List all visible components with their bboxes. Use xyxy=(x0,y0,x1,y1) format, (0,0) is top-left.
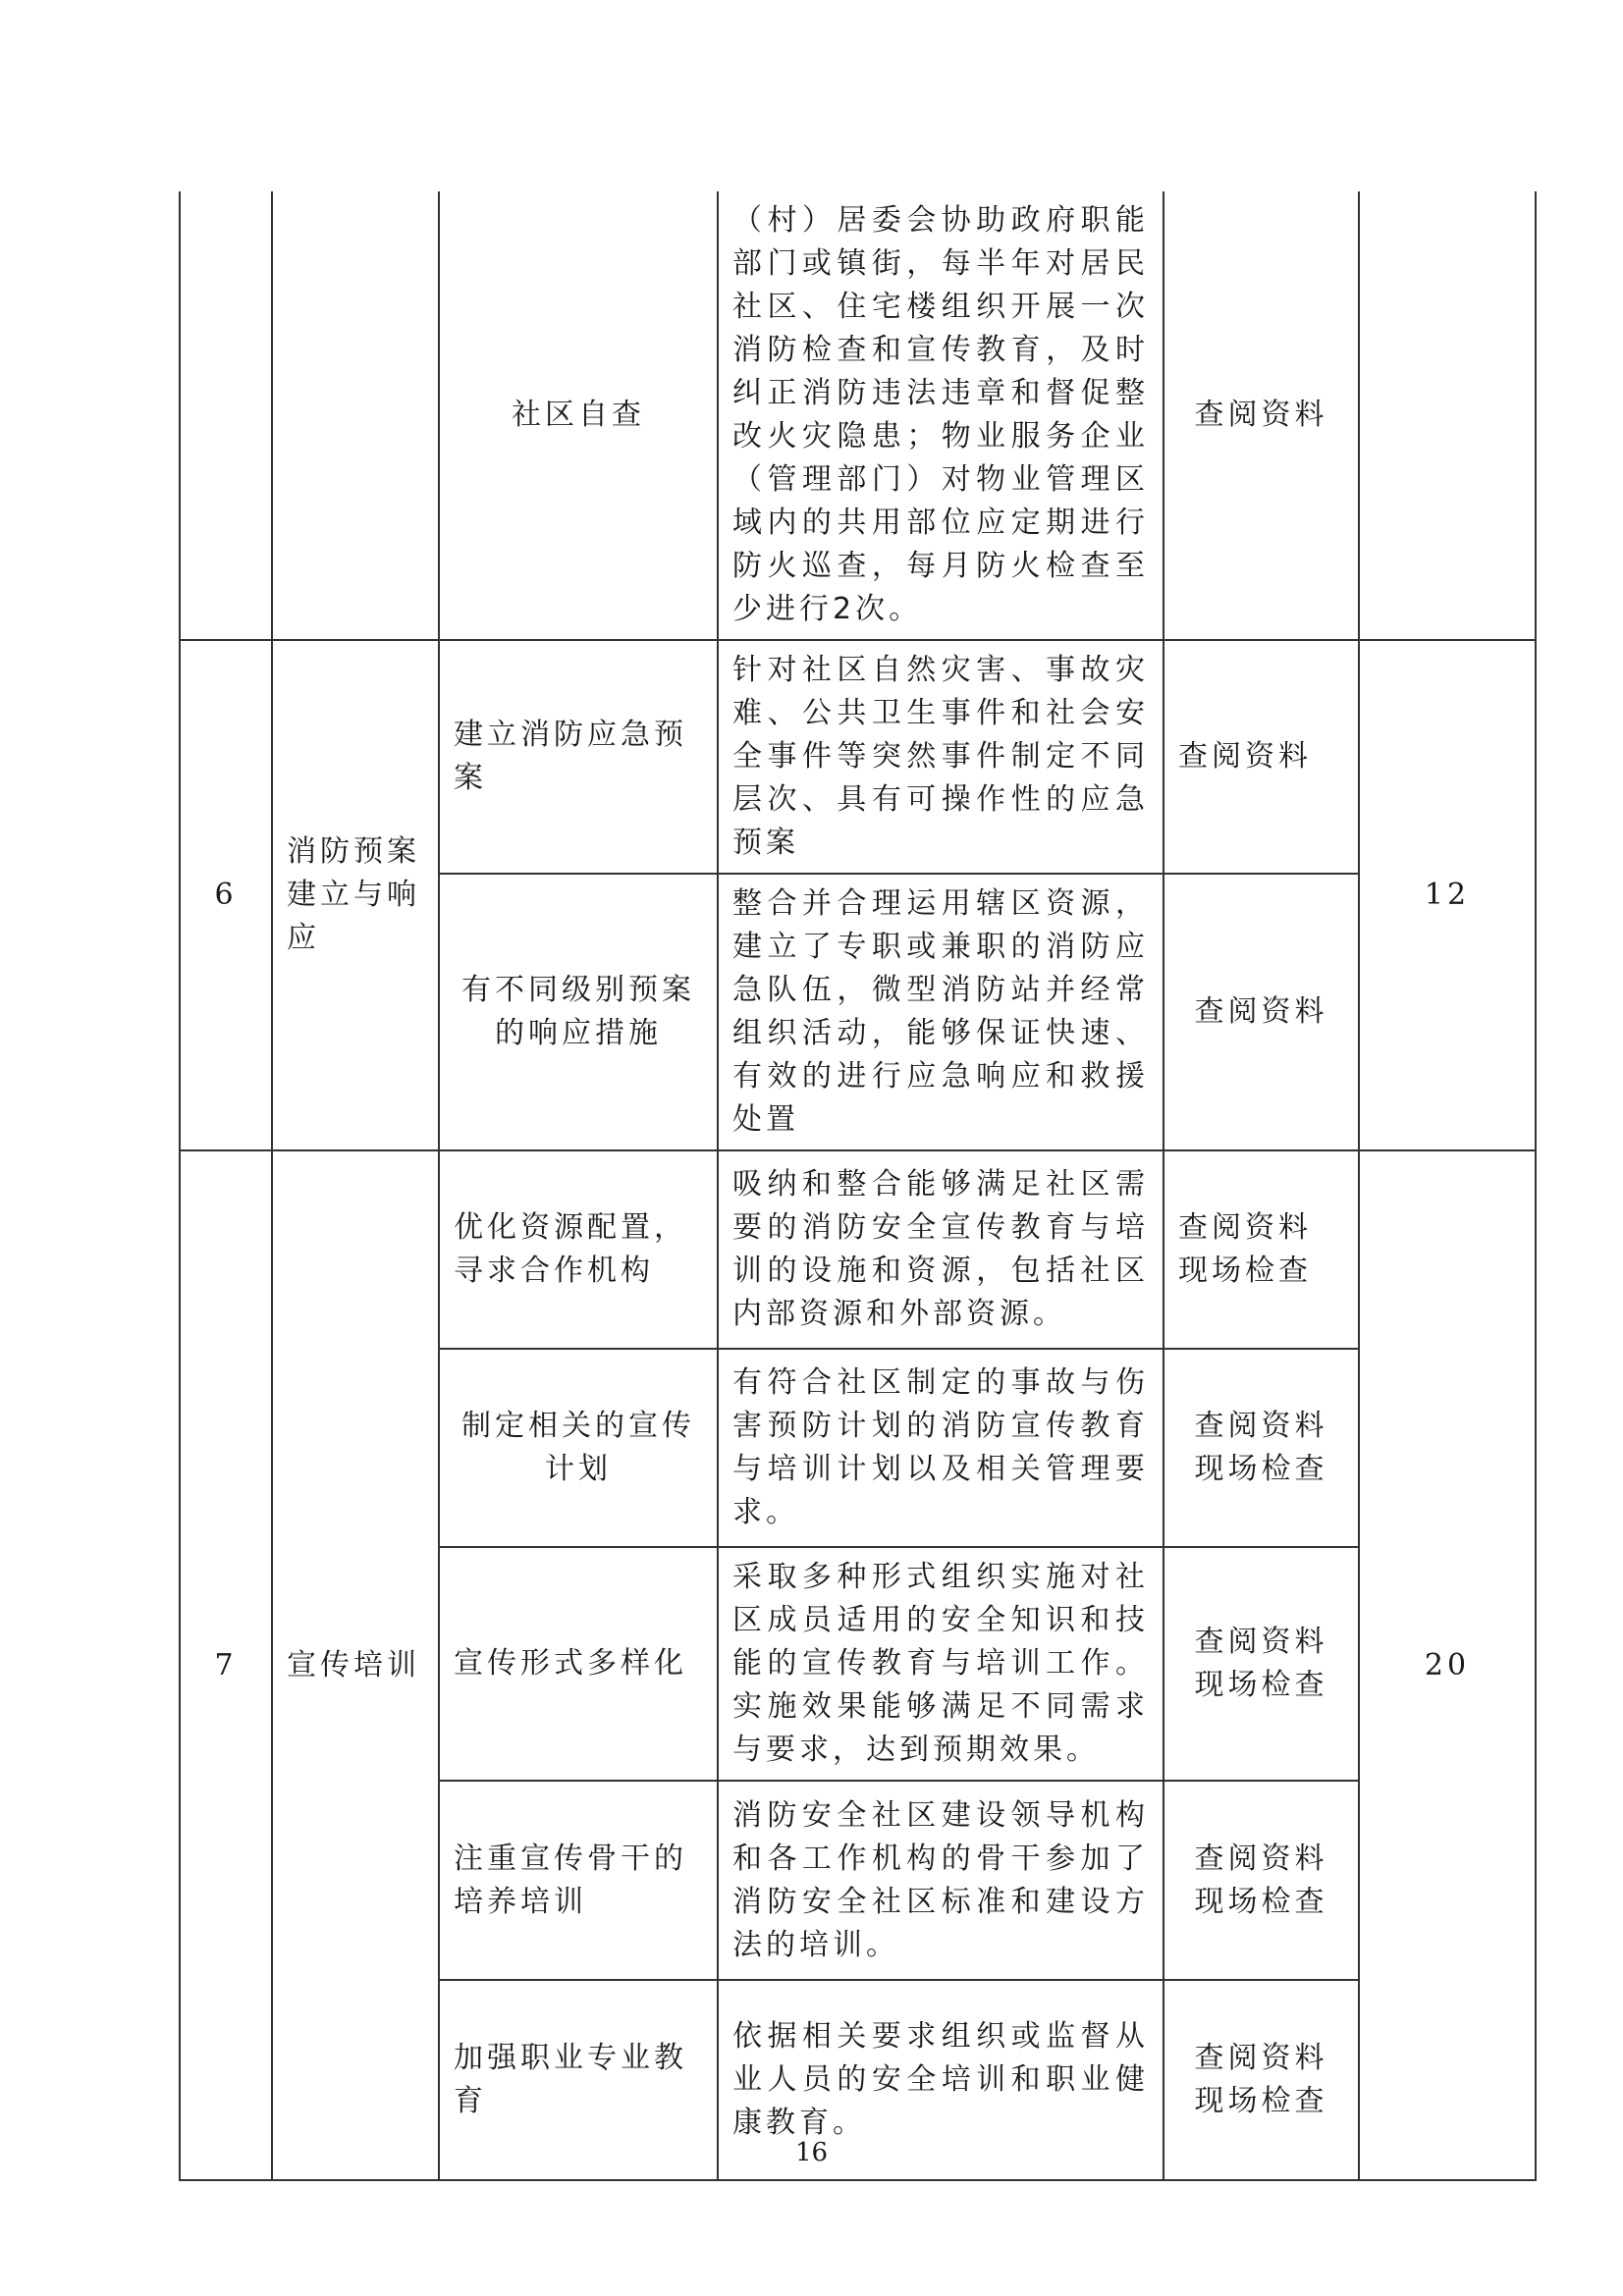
method-cell xyxy=(1163,1547,1359,1781)
method-cell: 查阅资料 xyxy=(1163,191,1359,640)
method-line: 查阅资料 xyxy=(1194,1409,1328,1443)
category-cell: 消防预案建立与响应 xyxy=(272,640,439,1150)
score-cell: 20 xyxy=(1359,1150,1536,2180)
table-row xyxy=(180,191,1536,640)
method-line: 现场检查 xyxy=(1194,2084,1328,2118)
no-cell xyxy=(180,191,272,640)
method-cell xyxy=(1163,1781,1359,1980)
no-cell: 7 xyxy=(180,1150,272,2180)
desc-cell: 吸纳和整合能够满足社区需要的消防安全宣传教育与培训的设施和资源，包括社区内部资源和外部资源。 xyxy=(718,1150,1163,1349)
desc-cell: （村）居委会协助政府职能部门或镇街，每半年对居民社区、住宅楼组织开展一次消防检查和宣传教育，及时纠正消防违法违章和督促整改火灾隐患；物业服务企业（管理部门）对物业管理区域内的共用部位应定期进行防火巡查，每月防火检查至少进行2次。 xyxy=(718,191,1163,640)
item-cell: 优化资源配置，寻求合作机构 xyxy=(439,1150,718,1349)
method-line: 查阅资料 xyxy=(1178,1210,1312,1245)
category-cell: 宣传培训 xyxy=(272,1150,439,2180)
item-cell: 有不同级别预案的响应措施 xyxy=(439,874,718,1150)
category-cell xyxy=(272,191,439,640)
item-cell: 建立消防应急预案 xyxy=(439,640,718,874)
method-line: 现场检查 xyxy=(1194,1668,1328,1702)
desc-cell: 采取多种形式组织实施对社区成员适用的安全知识和技能的宣传教育与培训工作。实施效果能够满足不同需求与要求，达到预期效果。 xyxy=(718,1547,1163,1781)
method-line: 现场检查 xyxy=(1178,1254,1312,1288)
method-cell xyxy=(1163,1150,1359,1349)
item-cell: 注重宣传骨干的培养培训 xyxy=(439,1781,718,1980)
score-cell: 12 xyxy=(1359,640,1536,1150)
table-row xyxy=(180,640,1536,874)
desc-cell: 依据相关要求组织或监督从业人员的安全培训和职业健康教育。 xyxy=(718,1980,1163,2180)
item-cell: 社区自查 xyxy=(439,191,718,640)
item-cell: 加强职业专业教育 xyxy=(439,1980,718,2180)
desc-cell: 有符合社区制定的事故与伤害预防计划的消防宣传教育与培训计划以及相关管理要求。 xyxy=(718,1349,1163,1547)
method-line: 查阅资料 xyxy=(1194,1625,1328,1659)
item-cell: 制定相关的宣传计划 xyxy=(439,1349,718,1547)
method-cell: 查阅资料 xyxy=(1163,874,1359,1150)
desc-cell: 针对社区自然灾害、事故灾难、公共卫生事件和社会安全事件等突然事件制定不同层次、具有可操作性的应急预案 xyxy=(718,640,1163,874)
no-cell: 6 xyxy=(180,640,272,1150)
method-line: 查阅资料 xyxy=(1194,1841,1328,1876)
score-cell xyxy=(1359,191,1536,640)
method-line: 查阅资料 xyxy=(1194,2041,1328,2075)
item-cell: 宣传形式多样化 xyxy=(439,1547,718,1781)
desc-cell: 消防安全社区建设领导机构和各工作机构的骨干参加了消防安全社区标准和建设方法的培训。 xyxy=(718,1781,1163,1980)
method-line: 现场检查 xyxy=(1194,1452,1328,1486)
assessment-table xyxy=(179,191,1537,2181)
method-cell: 查阅资料 xyxy=(1163,640,1359,874)
method-line: 现场检查 xyxy=(1194,1884,1328,1919)
method-cell xyxy=(1163,1349,1359,1547)
table-row xyxy=(180,1150,1536,1349)
desc-cell: 整合并合理运用辖区资源，建立了专职或兼职的消防应急队伍，微型消防站并经常组织活动，能够保证快速、有效的进行应急响应和救援处置 xyxy=(718,874,1163,1150)
page-number: 16 xyxy=(794,2138,829,2167)
